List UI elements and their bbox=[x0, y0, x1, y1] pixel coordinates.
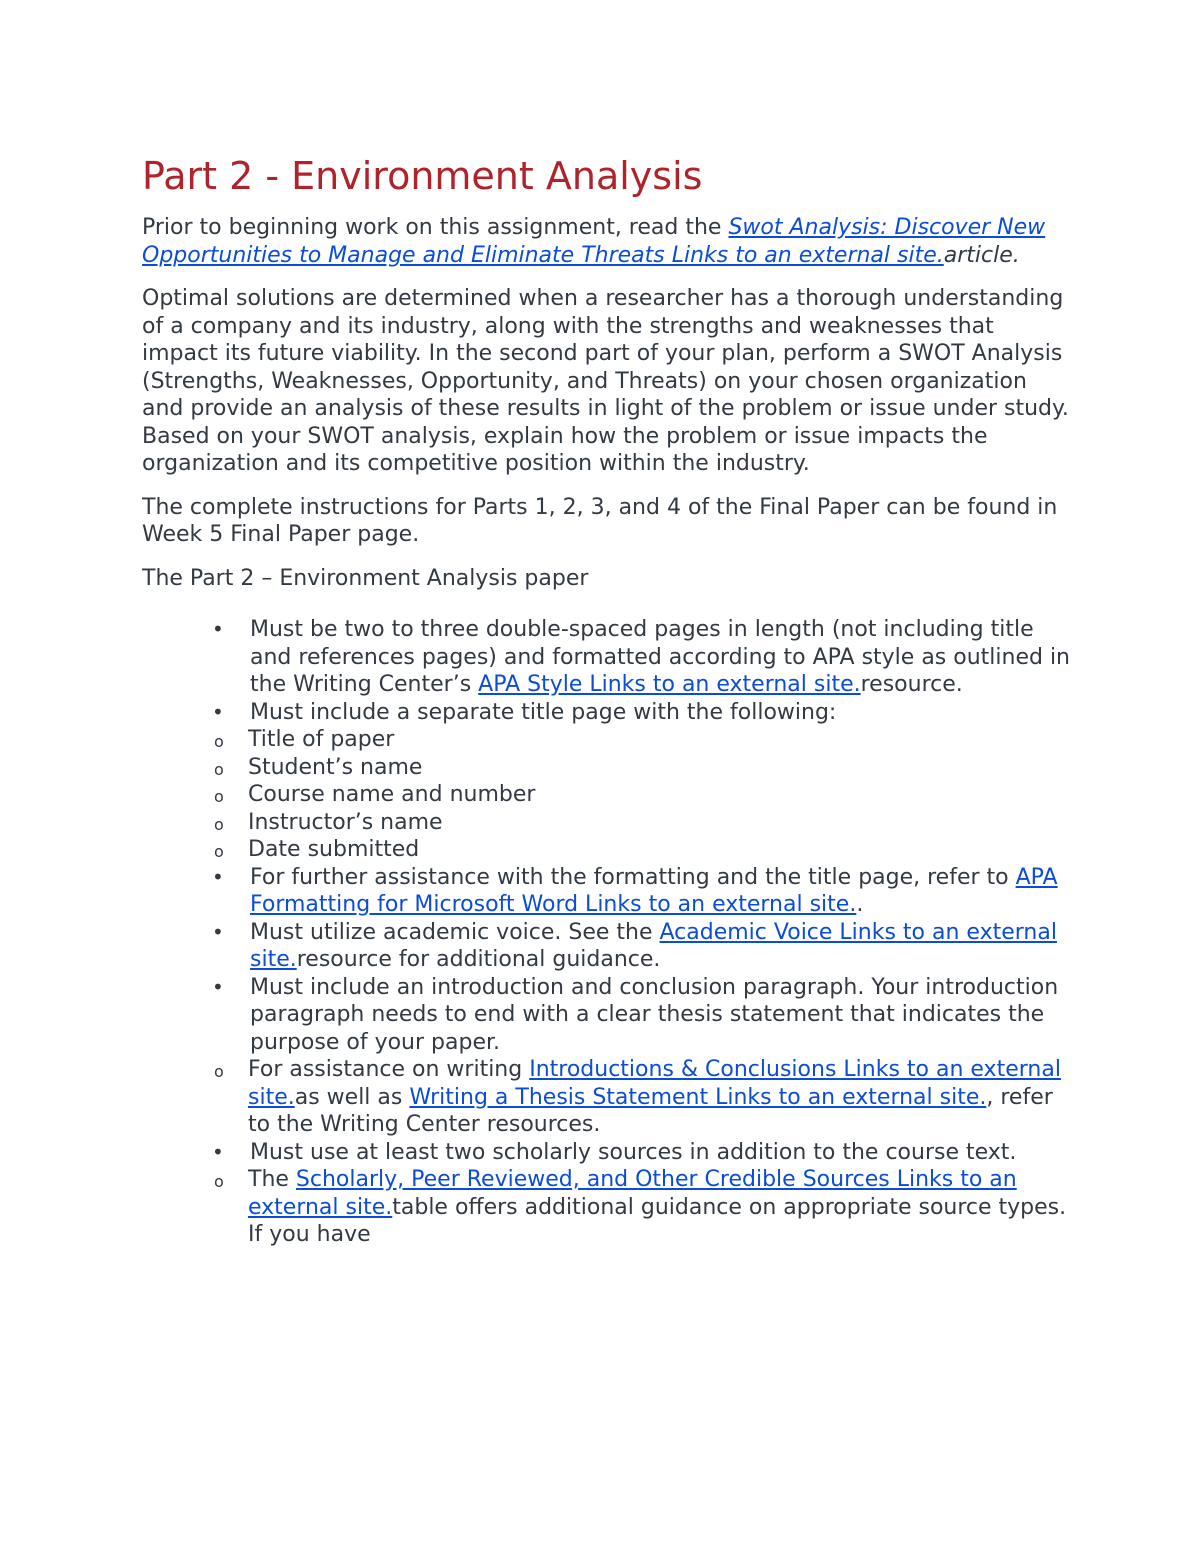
bullet-icon: • bbox=[212, 617, 224, 641]
sub-bullet-icon: o bbox=[214, 814, 224, 834]
intro-text: Prior to beginning work on this assignment, read the bbox=[142, 215, 729, 240]
title-page-sublist bbox=[142, 726, 1072, 864]
bullet-icon: • bbox=[212, 699, 224, 724]
intro-paragraph bbox=[142, 214, 1072, 269]
sub-list-item: o Date submitted bbox=[142, 836, 1072, 864]
sub-list-item: o Student’s name bbox=[142, 754, 1072, 782]
list-item: • Must be two to three double-spaced pages in length (not including title and references pages) and formatted according to APA style as outlined in the Writing Center’s APA Style Links to an external site.resource. bbox=[212, 617, 1071, 697]
list-item: • For further assistance with the formatting and the title page, refer to APA Formatting for Microsoft Word Links to an external site.. bbox=[212, 864, 1058, 917]
apa-formatting-link[interactable]: APA Formatting for Microsoft Word Links to an external site. bbox=[250, 864, 1058, 917]
apa-style-link[interactable]: APA Style Links to an external site. bbox=[478, 672, 861, 697]
swot-article-link[interactable]: Swot Analysis: Discover New Opportunities to Manage and Eliminate Threats Links to an external site. bbox=[142, 215, 1046, 268]
sub-bullet-icon: o bbox=[214, 732, 224, 751]
sources-sublist bbox=[142, 1166, 1072, 1249]
sub-list-item: o The Scholarly, Peer Reviewed, and Other Credible Sources Links to an external site.table offers additional guidance on appropriate source types. If you have bbox=[214, 1167, 1067, 1247]
page-title: Part 2 - Environment Analysis bbox=[142, 154, 703, 198]
bullet-icon: • bbox=[212, 974, 224, 999]
list-item: • Must include a separate title page with the following: o Title of paper o Student’s name o Course name and number o Instructor’s name o Date submitted bbox=[142, 699, 1072, 864]
sub-bullet-icon: o bbox=[214, 842, 224, 861]
sub-list-item: o Course name and number bbox=[142, 781, 1072, 809]
paper-requirements-heading: The Part 2 – Environment Analysis paper bbox=[142, 565, 589, 591]
sub-bullet-icon: o bbox=[214, 787, 224, 806]
introductions-conclusions-link[interactable]: Introductions & Conclusions Links to an external site. bbox=[248, 1057, 1061, 1110]
swot-instructions-paragraph: Optimal solutions are determined when a researcher has a thorough understanding of a company and its industry, along with the strengths and weaknesses that impact its future viability. In the second part of your plan, perform a SWOT Analysis (Strengths, Weaknesses, Opportunity, and Threats) on your chosen organization and provide an analysis of these results in light of the problem or issue under study. Based on your SWOT analysis, explain how the problem or issue impacts the organization and its competitive position within the industry. bbox=[142, 286, 1069, 476]
requirements-list bbox=[142, 616, 1072, 1249]
thesis-statement-link[interactable]: Writing a Thesis Statement Links to an external site. bbox=[409, 1084, 987, 1110]
final-paper-paragraph: The complete instructions for Parts 1, 2, 3, and 4 of the Final Paper can be found in Week 5 Final Paper page. bbox=[142, 494, 1058, 547]
sub-bullet-icon: o bbox=[214, 759, 224, 779]
bullet-icon: • bbox=[212, 1139, 224, 1164]
sub-list-item: o Instructor’s name bbox=[142, 809, 1072, 837]
document-content bbox=[142, 152, 1072, 1249]
academic-voice-link[interactable]: Academic Voice Links to an external site. bbox=[250, 919, 1057, 972]
bullet-icon: • bbox=[212, 864, 224, 889]
list-item: • Must utilize academic voice. See the Academic Voice Links to an external site.resource for additional guidance. bbox=[212, 919, 1057, 972]
scholarly-sources-link[interactable]: Scholarly, Peer Reviewed, and Other Credible Sources Links to an external site. bbox=[248, 1167, 1017, 1220]
sub-list-item: o For assistance on writing Introductions & Conclusions Links to an external site.as well as Writing a Thesis Statement Links to an external site., refer to the Writing Center resources. bbox=[214, 1057, 1061, 1137]
sub-bullet-icon: o bbox=[214, 1062, 224, 1081]
intro-conclusion-sublist bbox=[142, 1056, 1072, 1139]
list-item: • Must include an introduction and conclusion paragraph. Your introduction paragraph needs to end with a clear thesis statement that indicates the purpose of your paper. o For assistance on writing Introductions & Conclusions Links to an external site.as well as Writing a Thesis Statement Links to an external site., refer to the Writing Center resources. bbox=[142, 974, 1072, 1139]
sub-bullet-icon: o bbox=[214, 1172, 224, 1191]
bullet-icon: • bbox=[212, 919, 224, 944]
sub-list-item: o Title of paper bbox=[142, 726, 1072, 754]
list-item: • Must use at least two scholarly sources in addition to the course text. o The Scholarly, Peer Reviewed, and Other Credible Sources Links to an external site.table offers additional guidance on appropriate source types. If you have bbox=[142, 1139, 1072, 1249]
intro-suffix: article. bbox=[943, 242, 1020, 268]
